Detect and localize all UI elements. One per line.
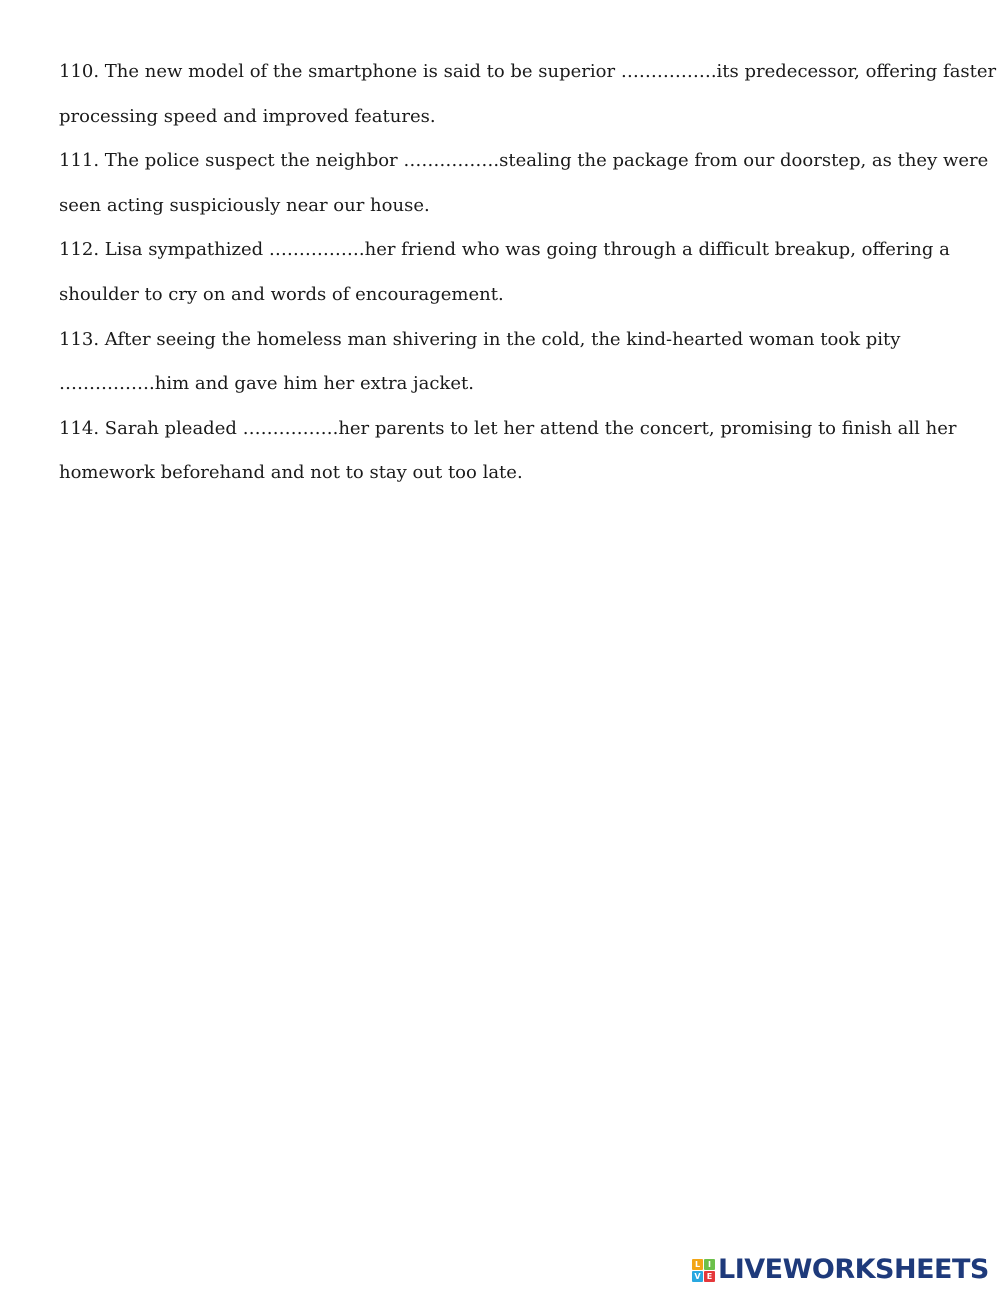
question-113 xyxy=(59,318,959,407)
question-110 xyxy=(59,50,997,139)
logo-mark-icon xyxy=(692,1259,715,1282)
question-111 xyxy=(59,139,989,228)
liveworksheets-logo xyxy=(692,1254,989,1286)
logo-mark-tile: L xyxy=(692,1259,703,1270)
logo-mark-tile: V xyxy=(692,1271,703,1282)
question-line: homework beforehand and not to stay out too late. xyxy=(59,462,523,484)
question-line: 113. After seeing the homeless man shivering in the cold, the kind-hearted woman took pity xyxy=(59,328,901,350)
question-line: …………….him and gave him her extra jacket. xyxy=(59,373,474,395)
worksheet-questions xyxy=(59,50,997,496)
question-line: seen acting suspiciously near our house. xyxy=(59,194,430,216)
question-line: processing speed and improved features. xyxy=(59,105,436,127)
logo-mark-tile: E xyxy=(704,1271,715,1282)
logo-mark-tile: I xyxy=(704,1259,715,1270)
question-line: 110. The new model of the smartphone is said to be superior …………….its predecessor, offering faster xyxy=(59,61,997,82)
question-112 xyxy=(59,228,959,317)
question-line: shoulder to cry on and words of encouragement. xyxy=(59,283,504,305)
question-line: 112. Lisa sympathized …………….her friend who was going through a difficult breakup, offering a xyxy=(59,239,950,261)
logo-text: LIVEWORKSHEETS xyxy=(718,1254,989,1285)
question-line: 114. Sarah pleaded …………….her parents to let her attend the concert, promising to finish all her xyxy=(59,417,957,439)
question-line: 111. The police suspect the neighbor …………….stealing the package from our doorstep, as they were xyxy=(59,150,989,172)
question-114 xyxy=(59,407,959,496)
